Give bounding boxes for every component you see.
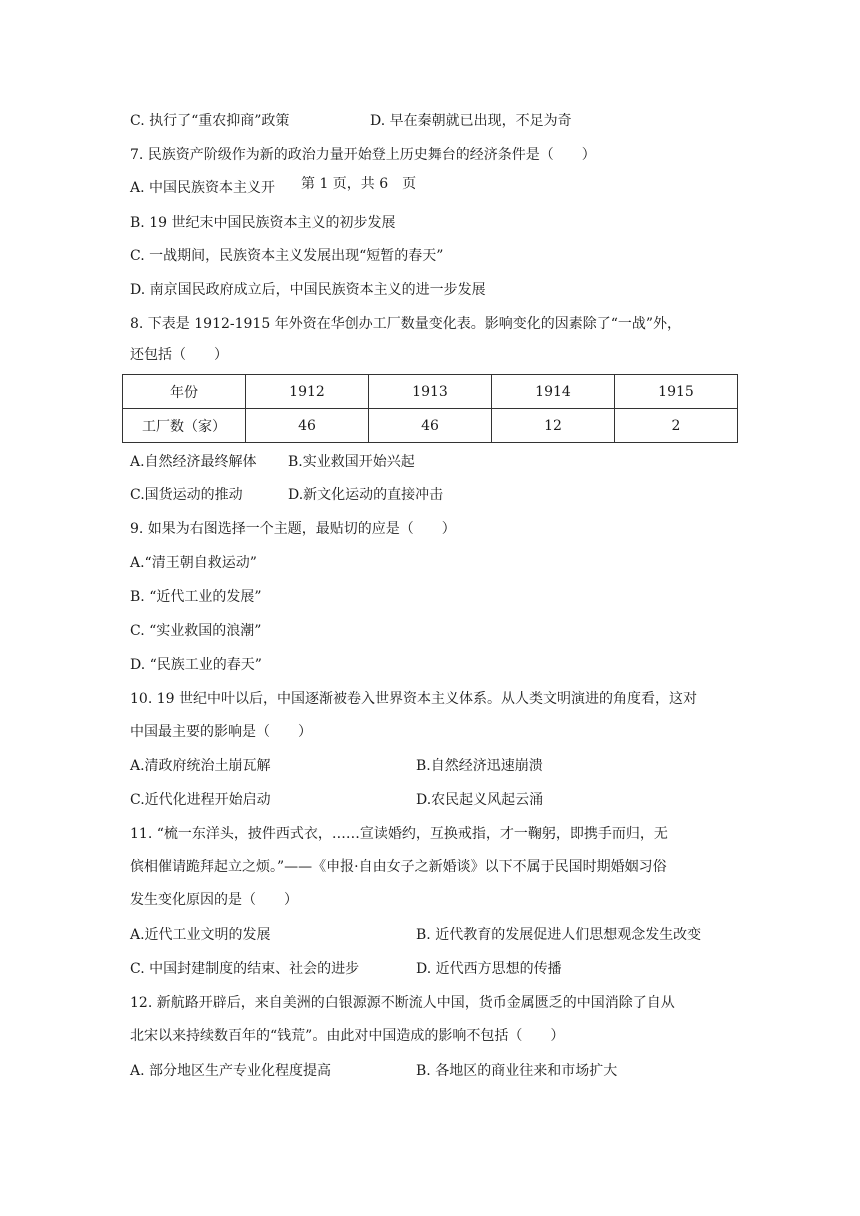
table-cell: 46 (246, 409, 369, 443)
q11-option-b: B. 近代教育的发展促进人们思想观念发生改变 (416, 927, 702, 943)
q11-stem-line3: 发生变化原因的是（ ） (130, 892, 298, 908)
q7-option-d: D. 南京国民政府成立后，中国民族资本主义的进一步发展 (130, 282, 486, 298)
q11-option-a: A.近代工业文明的发展 (130, 927, 271, 943)
table-cell: 2 (615, 409, 738, 443)
table-cell: 12 (492, 409, 615, 443)
table-header-row (123, 375, 738, 409)
factory-count-table (122, 374, 738, 443)
q8-option-b: B.实业救国开始兴起 (288, 454, 415, 470)
q8-option-c: C.国货运动的推动 (130, 487, 243, 503)
table-header-cell: 1915 (615, 375, 738, 409)
q9-option-b: B. “近代工业的发展” (130, 589, 262, 605)
table-header-cell: 1913 (369, 375, 492, 409)
q10-option-d: D.农民起义风起云涌 (416, 792, 544, 808)
q9-option-a: A.“清王朝自救运动” (130, 555, 257, 571)
table-row (123, 409, 738, 443)
q12-stem-line2: 北宋以来持续数百年的“钱荒”。由此对中国造成的影响不包括（ ） (130, 1028, 565, 1044)
table-header-cell: 1914 (492, 375, 615, 409)
table-header-cell: 年份 (123, 375, 246, 409)
q9-option-c: C. “实业救国的浪潮” (130, 623, 262, 639)
q10-option-a: A.清政府统治土崩瓦解 (130, 758, 271, 774)
q12-option-a: A. 部分地区生产专业化程度提高 (130, 1063, 332, 1079)
q10-option-b: B.自然经济迅速崩溃 (416, 758, 543, 774)
q11-option-d: D. 近代西方思想的传播 (416, 961, 562, 977)
q7-option-a: A. 中国民族资本主义开 (130, 180, 276, 196)
table-cell: 工厂数（家） (123, 409, 246, 443)
q7-option-b: B. 19 世纪末中国民族资本主义的初步发展 (130, 215, 396, 231)
q7-option-c: C. 一战期间，民族资本主义发展出现“短暂的春天” (130, 248, 444, 264)
page-footer: 第 1 页，共 6 页 (301, 176, 417, 192)
q11-option-c: C. 中国封建制度的结束、社会的进步 (130, 961, 360, 977)
q8-option-a: A.自然经济最终解体 (130, 454, 257, 470)
q12-option-b: B. 各地区的商业往来和市场扩大 (416, 1063, 618, 1079)
q10-stem-line2: 中国最主要的影响是（ ） (130, 724, 312, 740)
q10-option-c: C.近代化进程开始启动 (130, 792, 271, 808)
q11-stem-line1: 11. “梳一东洋头，披件西式衣，……宣读婚约，互换戒指，才一鞠躬，即携手而归，无 (130, 826, 668, 842)
q12-stem-line1: 12. 新航路开辟后，来自美洲的白银源源不断流人中国，货币金属匮乏的中国消除了自从 (130, 995, 675, 1011)
q10-stem-line1: 10. 19 世纪中叶以后，中国逐渐被卷入世界资本主义体系。从人类文明演进的角度看，这对 (130, 691, 697, 707)
q6-option-c: C. 执行了“重农抑商”政策 (130, 113, 290, 129)
table-header-cell: 1912 (246, 375, 369, 409)
q7-stem: 7. 民族资产阶级作为新的政治力量开始登上历史舞台的经济条件是（ ） (130, 147, 596, 163)
q9-stem: 9. 如果为右图选择一个主题，最贴切的应是（ ） (130, 521, 456, 537)
table-cell: 46 (369, 409, 492, 443)
q8-stem-line2: 还包括（ ） (130, 347, 228, 363)
q9-option-d: D. “民族工业的春天” (130, 657, 262, 673)
q11-stem-line2: 傧相催请跪拜起立之烦。”——《申报·自由女子之新婚谈》以下不属于民国时期婚姻习俗 (130, 859, 667, 875)
q8-stem-line1: 8. 下表是 1912-1915 年外资在华创办工厂数量变化表。影响变化的因素除了“一战”外， (130, 316, 682, 332)
q8-option-d: D.新文化运动的直接冲击 (288, 487, 444, 503)
q6-option-d: D. 早在秦朝就已出现，不足为奇 (370, 113, 572, 129)
